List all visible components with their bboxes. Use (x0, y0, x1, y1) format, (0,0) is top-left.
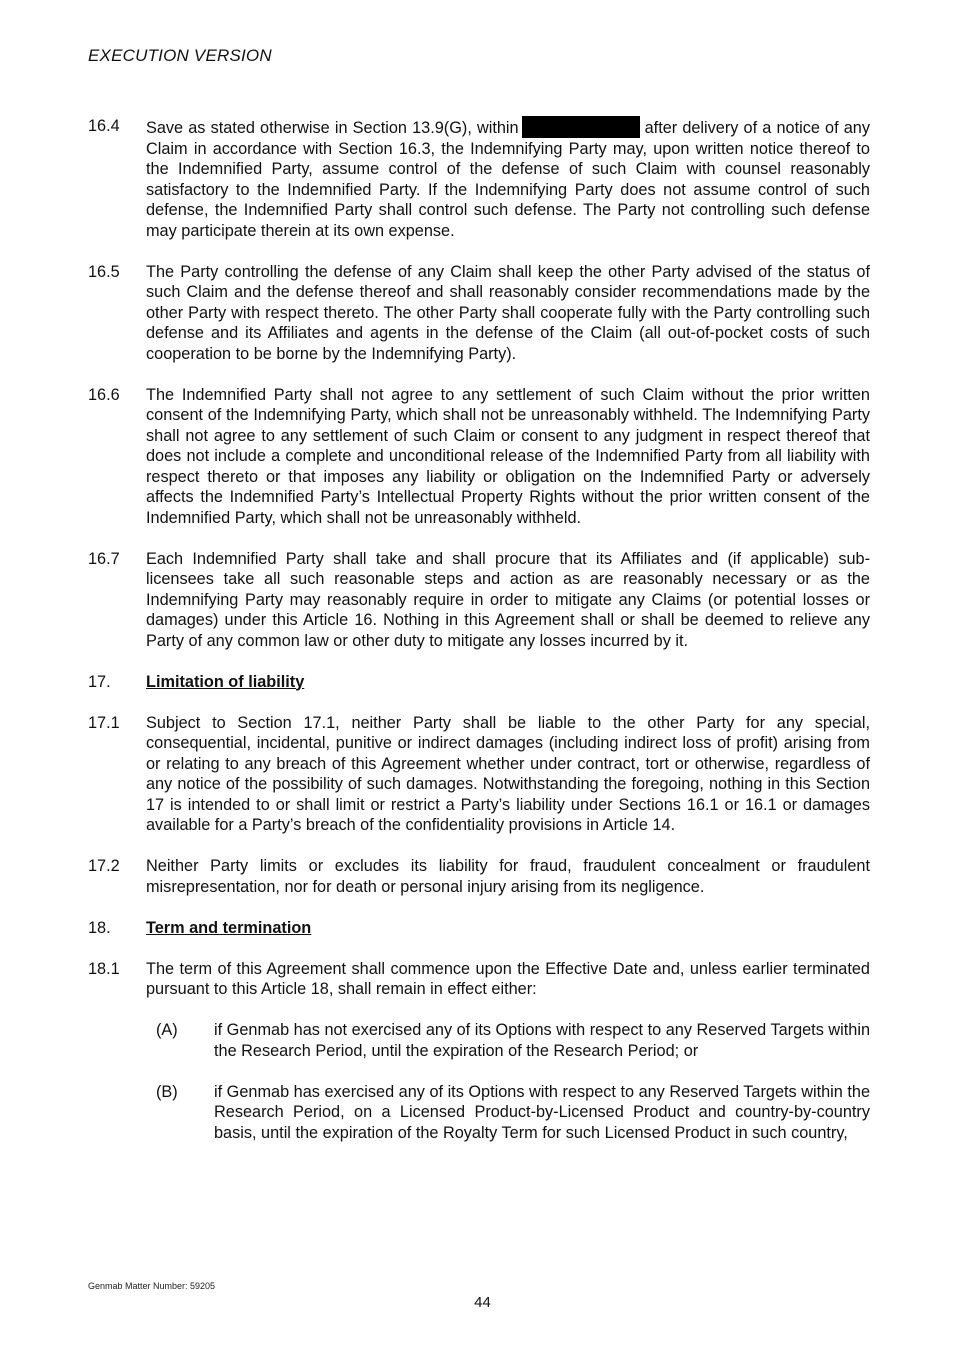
section-text: Subject to Section 17.1, neither Party shall be liable to the other Party for any special, consequential, incidental, punitive or indirect damages (including indirect loss of profit) arising from or relating to any breach of this Agreement whether under contract, tort or otherwise, regardless of any notice of the possibility of such damages. Notwithstanding the foregoing, nothing in this Section 17 is intended to or shall limit or restrict a Party’s liability under Sections 16.1 or 16.1 or damages available for a Party’s breach of the confidentiality provisions in Article 14. (146, 713, 870, 834)
section-text-post: after delivery of a notice of any Claim in accordance with Section 16.3, the Indemnifying Party may, upon written notice thereof to the Indemnified Party, assume control of the defense of such Claim with counsel reasonably satisfactory to the Indemnified Party. If the Indemnifying Party does not assume control of such defense, the Indemnified Party shall control such defense. The Party not controlling such defense may participate therein at its own expense. (146, 119, 871, 240)
section-number: 18.1 (88, 959, 120, 978)
section-text-pre: Save as stated otherwise in Section 13.9(G), within (146, 119, 519, 137)
section-number: 16.4 (88, 117, 120, 135)
section-number: 16.6 (88, 385, 120, 404)
subsection-text: if Genmab has not exercised any of its Options with respect to any Reserved Targets within the Research Period, until the expiration of the Research Period; or (214, 1021, 870, 1060)
article-number: 18. (88, 918, 111, 937)
article-17-heading (88, 672, 870, 693)
section-text: The Indemnified Party shall not agree to any settlement of such Claim without the prior written consent of the Indemnifying Party, which shall not be unreasonably withheld. The Indemnifying Party shall not agree to any settlement of such Claim or consent to any judgment in respect thereof that does not include a complete and unconditional release of the Indemnified Party from all liability with respect thereto or that imposes any liability or obligation on the Indemnified Party or adversely affects the Indemnified Party’s Intellectual Property Rights without the prior written consent of the Indemnified Party, which shall not be unreasonably withheld. (146, 385, 870, 527)
subsection-text: if Genmab has exercised any of its Options with respect to any Reserved Targets within the Research Period, on a Licensed Product-by-Licensed Product and country-by-country basis, until the expiration of the Royalty Term for such Licensed Product in such country, (214, 1082, 870, 1142)
redaction-block (522, 116, 640, 138)
section-18-1 (88, 959, 870, 1000)
section-text: The Party controlling the defense of any Claim shall keep the other Party advised of the status of such Claim and the defense thereof and shall reasonably consider recommendations made by the other Party with respect thereto. The other Party shall cooperate fully with the Party controlling such defense and its Affiliates and agents in the defense of the Claim (all out-of-pocket costs of such cooperation to be borne by the Indemnifying Party). (146, 262, 870, 363)
section-17-1 (88, 713, 870, 836)
page-number: 44 (474, 1294, 491, 1311)
section-text: The term of this Agreement shall commence upon the Effective Date and, unless earlier terminated pursuant to this Article 18, shall remain in effect either: (146, 959, 870, 998)
subsection-18-1-b (156, 1082, 870, 1144)
article-number: 17. (88, 672, 111, 691)
section-number: 17.1 (88, 713, 120, 732)
section-16-5 (88, 262, 870, 365)
section-text: Each Indemnified Party shall take and shall procure that its Affiliates and (if applicable) sub-licensees take all such reasonable steps and action as are reasonably necessary or as the Indemnifying Party may reasonably require in order to mitigate any Claims (or potential losses or damages) under this Article 16. Nothing in this Agreement shall or shall be deemed to relieve any Party of any common law or other duty to mitigate any losses incurred by it. (146, 549, 870, 650)
section-number: 16.7 (88, 549, 120, 568)
section-text: Neither Party limits or excludes its liability for fraud, fraudulent concealment or fraudulent misrepresentation, nor for death or personal injury arising from its negligence. (146, 857, 870, 896)
section-16-6 (88, 385, 870, 529)
document-body (88, 116, 870, 1164)
article-title: Term and termination (146, 918, 312, 937)
section-16-4 (88, 116, 870, 241)
section-16-7 (88, 549, 870, 652)
subsection-18-1-a (156, 1020, 870, 1061)
document-header: EXECUTION VERSION (88, 46, 272, 65)
section-number: 16.5 (88, 262, 120, 281)
section-number: 17.2 (88, 857, 120, 875)
matter-number: Genmab Matter Number: 59205 (88, 1281, 216, 1291)
subsection-label: (A) (156, 1021, 178, 1039)
article-18-heading (88, 918, 870, 939)
subsection-label: (B) (156, 1082, 178, 1101)
section-17-2 (88, 856, 870, 897)
article-title: Limitation of liability (146, 672, 305, 691)
section-text (146, 116, 870, 241)
